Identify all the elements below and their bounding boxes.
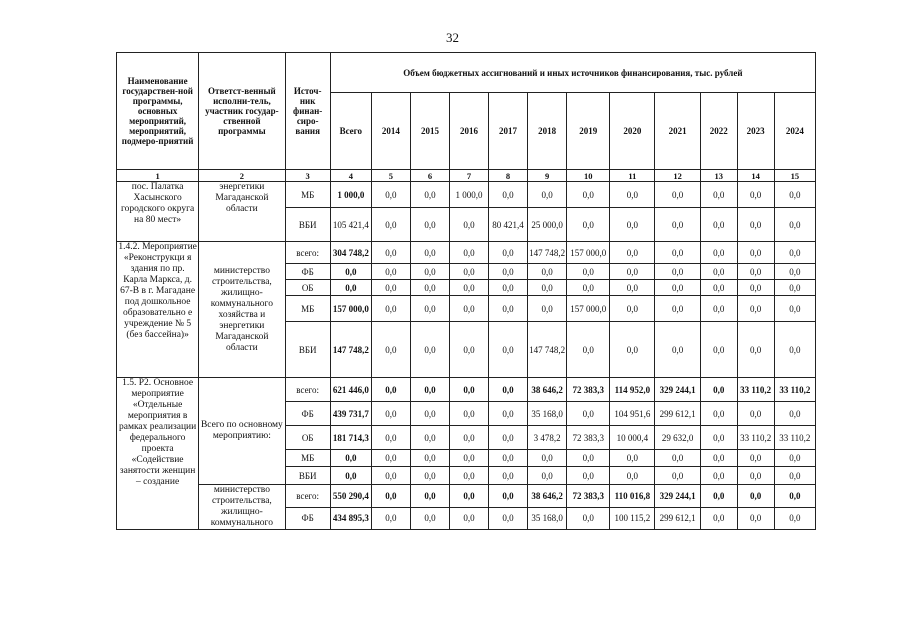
value-cell: 0,0 (610, 296, 655, 322)
value-cell: 0,0 (371, 426, 410, 450)
value-cell: 0,0 (737, 296, 774, 322)
source-cell: ВБИ (285, 467, 330, 485)
value-cell: 0,0 (528, 467, 567, 485)
value-cell: 0,0 (410, 264, 449, 280)
value-cell: 0,0 (371, 322, 410, 378)
value-cell: 0,0 (330, 450, 371, 467)
program-name-cell: 1.4.2. Мероприятие «Реконструкци я здания по пр. Карла Маркса, д. 67-В в г. Магадане под дошкольное образовательно е учреждение № 5 (без бассейна)» (117, 242, 199, 378)
header-year: 2014 (371, 93, 410, 170)
value-cell: 0,0 (737, 182, 774, 208)
value-cell: 72 383,3 (567, 426, 610, 450)
value-cell: 38 646,2 (528, 378, 567, 402)
value-cell: 0,0 (371, 507, 410, 530)
value-cell: 0,0 (528, 296, 567, 322)
value-cell: 0,0 (330, 264, 371, 280)
value-cell: 0,0 (737, 322, 774, 378)
value-cell: 100 115,2 (610, 507, 655, 530)
value-cell: 0,0 (700, 426, 737, 450)
column-number: 2 (199, 170, 285, 182)
value-cell: 0,0 (489, 402, 528, 426)
value-cell: 0,0 (610, 264, 655, 280)
value-cell: 0,0 (449, 485, 488, 508)
value-cell: 0,0 (774, 507, 815, 530)
value-cell: 0,0 (410, 485, 449, 508)
value-cell: 0,0 (449, 507, 488, 530)
source-cell: ФБ (285, 264, 330, 280)
value-cell: 110 016,8 (610, 485, 655, 508)
header-year: 2018 (528, 93, 567, 170)
value-cell: 0,0 (371, 402, 410, 426)
value-cell: 0,0 (610, 280, 655, 296)
column-number: 7 (449, 170, 488, 182)
value-cell: 0,0 (655, 322, 700, 378)
value-cell: 299 612,1 (655, 402, 700, 426)
value-cell: 0,0 (449, 208, 488, 242)
column-number: 3 (285, 170, 330, 182)
value-cell: 0,0 (410, 322, 449, 378)
header-year: 2022 (700, 93, 737, 170)
value-cell: 0,0 (774, 485, 815, 508)
column-number: 5 (371, 170, 410, 182)
value-cell: 329 244,1 (655, 378, 700, 402)
column-number: 6 (410, 170, 449, 182)
source-cell: МБ (285, 182, 330, 208)
value-cell: 0,0 (567, 208, 610, 242)
value-cell: 0,0 (567, 322, 610, 378)
value-cell: 0,0 (700, 280, 737, 296)
source-cell: всего: (285, 242, 330, 264)
value-cell: 0,0 (410, 507, 449, 530)
header-total: Всего (330, 93, 371, 170)
value-cell: 0,0 (371, 296, 410, 322)
value-cell: 0,0 (737, 450, 774, 467)
column-number: 8 (489, 170, 528, 182)
value-cell: 0,0 (774, 296, 815, 322)
value-cell: 0,0 (737, 280, 774, 296)
value-cell: 0,0 (700, 507, 737, 530)
column-number: 11 (610, 170, 655, 182)
value-cell: 3 478,2 (528, 426, 567, 450)
value-cell: 33 110,2 (774, 426, 815, 450)
source-cell: МБ (285, 296, 330, 322)
budget-table (116, 52, 816, 530)
value-cell: 0,0 (489, 182, 528, 208)
column-number: 14 (737, 170, 774, 182)
header-name: Наименование государствен-ной программы, основных мероприятий, мероприятий, подмеро-приятий (117, 53, 199, 170)
value-cell: 550 290,4 (330, 485, 371, 508)
value-cell: 80 421,4 (489, 208, 528, 242)
value-cell: 0,0 (330, 280, 371, 296)
value-cell: 0,0 (737, 507, 774, 530)
value-cell: 0,0 (610, 208, 655, 242)
responsible-cell: энергетики Магаданской области (199, 182, 285, 242)
value-cell: 0,0 (489, 485, 528, 508)
value-cell: 72 383,3 (567, 378, 610, 402)
value-cell: 0,0 (737, 242, 774, 264)
value-cell: 0,0 (567, 467, 610, 485)
responsible-cell: министерство строительства, жилищно-коммунального хозяйства и энергетики Магаданской области (199, 242, 285, 378)
value-cell: 0,0 (655, 467, 700, 485)
value-cell: 0,0 (489, 450, 528, 467)
value-cell: 0,0 (371, 450, 410, 467)
value-cell: 0,0 (610, 182, 655, 208)
source-cell: ВБИ (285, 208, 330, 242)
value-cell: 0,0 (449, 296, 488, 322)
value-cell: 0,0 (567, 182, 610, 208)
value-cell: 434 895,3 (330, 507, 371, 530)
value-cell: 0,0 (489, 280, 528, 296)
value-cell: 0,0 (449, 280, 488, 296)
source-cell: ФБ (285, 507, 330, 530)
table-row (117, 182, 816, 208)
source-cell: ФБ (285, 402, 330, 426)
header-year: 2020 (610, 93, 655, 170)
value-cell: 0,0 (330, 467, 371, 485)
value-cell: 0,0 (774, 208, 815, 242)
value-cell: 38 646,2 (528, 485, 567, 508)
value-cell: 0,0 (774, 280, 815, 296)
value-cell: 0,0 (449, 378, 488, 402)
value-cell: 33 110,2 (774, 378, 815, 402)
value-cell: 0,0 (610, 242, 655, 264)
value-cell: 0,0 (449, 264, 488, 280)
header-year: 2017 (489, 93, 528, 170)
value-cell: 0,0 (737, 467, 774, 485)
value-cell: 0,0 (449, 402, 488, 426)
header-year: 2021 (655, 93, 700, 170)
column-number: 9 (528, 170, 567, 182)
value-cell: 0,0 (655, 242, 700, 264)
value-cell: 0,0 (528, 450, 567, 467)
value-cell: 0,0 (528, 280, 567, 296)
value-cell: 0,0 (700, 242, 737, 264)
value-cell: 0,0 (774, 402, 815, 426)
value-cell: 0,0 (655, 208, 700, 242)
header-year: 2024 (774, 93, 815, 170)
source-cell: ОБ (285, 426, 330, 450)
column-number: 1 (117, 170, 199, 182)
value-cell: 0,0 (371, 378, 410, 402)
value-cell: 0,0 (410, 450, 449, 467)
responsible-cell: Всего по основному мероприятию: (199, 378, 285, 485)
value-cell: 0,0 (371, 280, 410, 296)
program-name-cell: 1.5. Р2. Основное мероприятие «Отдельные мероприятия в рамках реализации федерального проекта «Содействие занятости женщин – создание (117, 378, 199, 530)
value-cell: 0,0 (528, 182, 567, 208)
value-cell: 0,0 (449, 426, 488, 450)
value-cell: 0,0 (449, 467, 488, 485)
value-cell: 0,0 (567, 450, 610, 467)
value-cell: 0,0 (700, 402, 737, 426)
value-cell: 304 748,2 (330, 242, 371, 264)
value-cell: 0,0 (655, 280, 700, 296)
value-cell: 35 168,0 (528, 507, 567, 530)
value-cell: 0,0 (410, 378, 449, 402)
value-cell: 0,0 (489, 264, 528, 280)
program-name-cell: пос. Палатка Хасынского городского округа на 80 мест» (117, 182, 199, 242)
value-cell: 0,0 (774, 182, 815, 208)
table-row (117, 378, 816, 402)
value-cell: 0,0 (567, 280, 610, 296)
column-number: 15 (774, 170, 815, 182)
value-cell: 33 110,2 (737, 426, 774, 450)
value-cell: 0,0 (655, 264, 700, 280)
value-cell: 0,0 (774, 322, 815, 378)
value-cell: 0,0 (410, 402, 449, 426)
value-cell: 0,0 (700, 182, 737, 208)
value-cell: 0,0 (371, 242, 410, 264)
value-cell: 0,0 (700, 296, 737, 322)
value-cell: 0,0 (489, 378, 528, 402)
value-cell: 0,0 (489, 467, 528, 485)
value-cell: 0,0 (700, 208, 737, 242)
header-source: Источ-ник финан-сиро-вания (285, 53, 330, 170)
value-cell: 0,0 (737, 402, 774, 426)
page-number: 32 (446, 30, 459, 45)
header-year: 2016 (449, 93, 488, 170)
header-volume: Объем бюджетных ассигнований и иных источников финансирования, тыс. рублей (330, 53, 815, 93)
value-cell: 147 748,2 (528, 322, 567, 378)
value-cell: 0,0 (700, 485, 737, 508)
value-cell: 0,0 (410, 467, 449, 485)
value-cell: 621 446,0 (330, 378, 371, 402)
value-cell: 0,0 (700, 467, 737, 485)
value-cell: 0,0 (410, 242, 449, 264)
value-cell: 0,0 (567, 507, 610, 530)
value-cell: 0,0 (655, 450, 700, 467)
column-number: 10 (567, 170, 610, 182)
source-cell: всего: (285, 485, 330, 508)
header-responsible: Ответст-венный исполни-тель, участник государ-ственной программы (199, 53, 285, 170)
value-cell: 29 632,0 (655, 426, 700, 450)
value-cell: 72 383,3 (567, 485, 610, 508)
value-cell: 0,0 (489, 507, 528, 530)
value-cell: 0,0 (610, 467, 655, 485)
value-cell: 299 612,1 (655, 507, 700, 530)
value-cell: 0,0 (610, 322, 655, 378)
value-cell: 0,0 (489, 242, 528, 264)
value-cell: 147 748,2 (528, 242, 567, 264)
value-cell: 1 000,0 (330, 182, 371, 208)
value-cell: 0,0 (410, 426, 449, 450)
value-cell: 0,0 (700, 450, 737, 467)
value-cell: 0,0 (410, 280, 449, 296)
value-cell: 105 421,4 (330, 208, 371, 242)
value-cell: 25 000,0 (528, 208, 567, 242)
value-cell: 10 000,4 (610, 426, 655, 450)
value-cell: 0,0 (371, 208, 410, 242)
value-cell: 157 000,0 (330, 296, 371, 322)
source-cell: всего: (285, 378, 330, 402)
value-cell: 104 951,6 (610, 402, 655, 426)
value-cell: 157 000,0 (567, 296, 610, 322)
responsible-cell: министерство строительства, жилищно-коммунального (199, 485, 285, 530)
value-cell: 0,0 (410, 296, 449, 322)
value-cell: 0,0 (737, 264, 774, 280)
value-cell: 0,0 (528, 264, 567, 280)
source-cell: МБ (285, 450, 330, 467)
column-number: 4 (330, 170, 371, 182)
value-cell: 35 168,0 (528, 402, 567, 426)
value-cell: 1 000,0 (449, 182, 488, 208)
value-cell: 0,0 (700, 264, 737, 280)
source-cell: ВБИ (285, 322, 330, 378)
value-cell: 0,0 (774, 242, 815, 264)
value-cell: 0,0 (489, 296, 528, 322)
value-cell: 329 244,1 (655, 485, 700, 508)
column-number: 12 (655, 170, 700, 182)
header-year: 2015 (410, 93, 449, 170)
value-cell: 0,0 (489, 322, 528, 378)
value-cell: 0,0 (655, 296, 700, 322)
value-cell: 0,0 (737, 485, 774, 508)
table-row (117, 485, 816, 508)
value-cell: 0,0 (774, 450, 815, 467)
value-cell: 0,0 (489, 426, 528, 450)
source-cell: ОБ (285, 280, 330, 296)
value-cell: 0,0 (449, 450, 488, 467)
header-year: 2023 (737, 93, 774, 170)
value-cell: 0,0 (700, 378, 737, 402)
value-cell: 439 731,7 (330, 402, 371, 426)
value-cell: 0,0 (371, 467, 410, 485)
value-cell: 0,0 (567, 402, 610, 426)
value-cell: 0,0 (410, 208, 449, 242)
value-cell: 0,0 (774, 467, 815, 485)
value-cell: 0,0 (449, 322, 488, 378)
value-cell: 147 748,2 (330, 322, 371, 378)
value-cell: 0,0 (567, 264, 610, 280)
column-number: 13 (700, 170, 737, 182)
value-cell: 0,0 (449, 242, 488, 264)
value-cell: 0,0 (610, 450, 655, 467)
value-cell: 0,0 (700, 322, 737, 378)
value-cell: 0,0 (737, 208, 774, 242)
value-cell: 0,0 (774, 264, 815, 280)
table-row (117, 242, 816, 264)
value-cell: 0,0 (371, 264, 410, 280)
value-cell: 0,0 (410, 182, 449, 208)
value-cell: 0,0 (371, 485, 410, 508)
value-cell: 0,0 (371, 182, 410, 208)
value-cell: 181 714,3 (330, 426, 371, 450)
value-cell: 33 110,2 (737, 378, 774, 402)
value-cell: 157 000,0 (567, 242, 610, 264)
value-cell: 114 952,0 (610, 378, 655, 402)
header-year: 2019 (567, 93, 610, 170)
value-cell: 0,0 (655, 182, 700, 208)
